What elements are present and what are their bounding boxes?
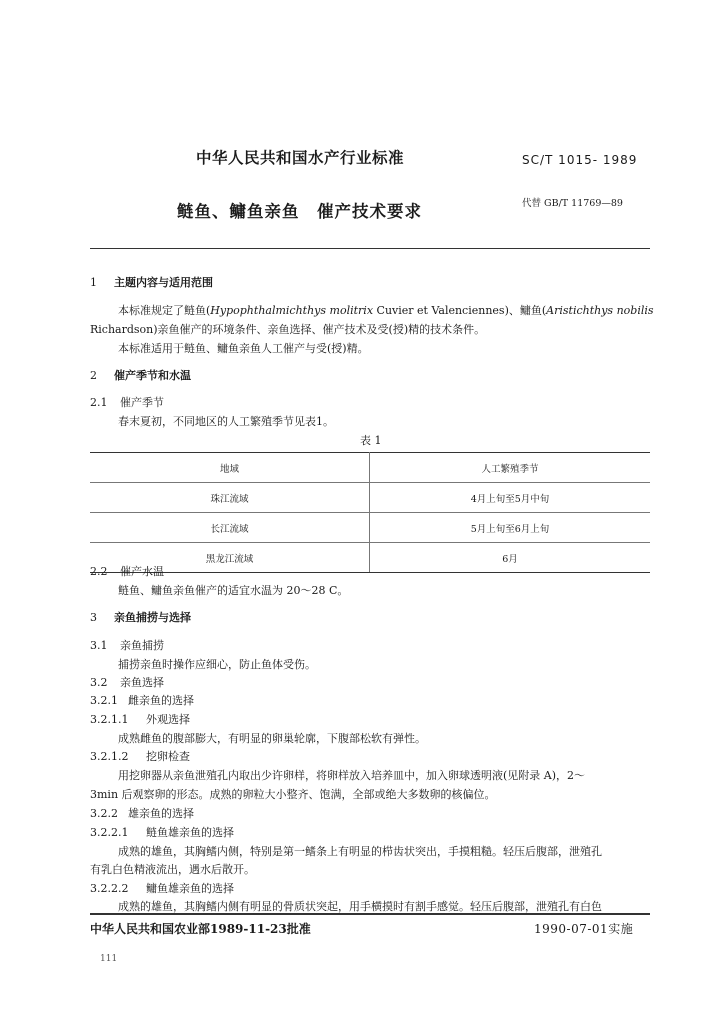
standard-code: SC/T 1015- 1989 — [522, 153, 638, 167]
section-3-heading — [90, 609, 191, 625]
breeding-season-table — [90, 452, 650, 573]
latin-name-silver-carp: Hypophthalmichthys molitrix — [210, 304, 374, 317]
subsection-3-2-2-1-line-2: 有乳白色精液流出，遇水后散开。 — [90, 863, 255, 876]
subsection-number: 3.2.1 — [90, 694, 118, 707]
subsection-title: 鳙鱼雄亲鱼的选择 — [146, 882, 234, 895]
subsection-3-2-heading — [90, 674, 164, 690]
table-header-cell: 地域 — [90, 453, 370, 483]
subsection-title: 亲鱼捕捞 — [120, 639, 164, 652]
subsection-title: 外观选择 — [146, 713, 190, 726]
table-row — [90, 483, 650, 513]
approval-line: 中华人民共和国农业部1989-11-23批准 — [90, 922, 311, 936]
subsection-2-2-heading — [90, 563, 164, 579]
footer-rule — [90, 913, 650, 915]
standard-org-title: 中华人民共和国水产行业标准 — [196, 148, 405, 167]
section-title: 主题内容与适用范围 — [114, 276, 213, 289]
table-header-row — [90, 453, 650, 483]
header-rule — [90, 248, 650, 249]
table-cell-season: 6月 — [370, 543, 651, 573]
table-caption: 表 1 — [360, 434, 382, 447]
text-run: Cuvier et Valenciennes)、鳙鱼( — [373, 304, 547, 317]
subsection-title: 催产季节 — [120, 396, 164, 409]
subsection-3-2-2-1-line-1: 成熟的雄鱼，其胸鳍内侧，特别是第一鳍条上有明显的栉齿状突出，手摸粗糙。轻压后腹部，泄殖孔 — [118, 845, 602, 858]
subsection-3-2-2-heading — [90, 805, 194, 821]
subsection-title: 挖卵检查 — [146, 750, 190, 763]
table-row — [90, 513, 650, 543]
section-number: 2 — [90, 369, 97, 382]
sec1-paragraph-1-line-2: Richardson)亲鱼催产的环境条件、亲鱼选择、催产技术及受(授)精的技术条件。 — [90, 323, 486, 336]
section-1-heading — [90, 274, 213, 290]
subsection-title: 催产水温 — [120, 565, 164, 578]
subsection-3-2-2-2-heading — [90, 880, 234, 896]
section-title: 催产季节和水温 — [114, 369, 191, 382]
subsection-3-2-1-2-line-2: 3min 后观察卵的形态。成熟的卵粒大小整齐、饱满，全部或绝大多数卵的核偏位。 — [90, 788, 496, 801]
sec1-paragraph-1-line-1 — [118, 302, 654, 318]
subsection-number: 3.2 — [90, 676, 108, 689]
subsection-2-1-heading — [90, 394, 164, 410]
subsection-2-2-text: 鲢鱼、鳙鱼亲鱼催产的适宜水温为 20～28 C。 — [118, 584, 349, 597]
subsection-title: 鲢鱼雄亲鱼的选择 — [146, 826, 234, 839]
subsection-number: 3.2.2 — [90, 807, 118, 820]
subsection-number: 3.2.2.1 — [90, 826, 129, 839]
subsection-number: 3.2.2.2 — [90, 882, 129, 895]
subsection-number: 3.2.1.1 — [90, 713, 129, 726]
table-header-cell: 人工繁殖季节 — [370, 453, 651, 483]
sec1-paragraph-2: 本标准适用于鲢鱼、鳙鱼亲鱼人工催产与受(授)精。 — [118, 342, 369, 355]
subsection-3-1-text: 捕捞亲鱼时操作应细心，防止鱼体受伤。 — [118, 658, 316, 671]
subsection-2-1-text: 春末夏初，不同地区的人工繁殖季节见表1。 — [118, 415, 334, 428]
subsection-number: 3.2.1.2 — [90, 750, 129, 763]
text-run: 本标准规定了鲢鱼( — [118, 304, 211, 317]
subsection-3-2-1-1-heading — [90, 711, 190, 727]
table-cell-season: 4月上旬至5月中旬 — [370, 483, 651, 513]
table-cell-region: 长江流域 — [90, 513, 370, 543]
subsection-number: 2.2 — [90, 565, 108, 578]
subsection-3-2-1-2-heading — [90, 748, 190, 764]
subsection-3-2-2-1-heading — [90, 824, 234, 840]
subsection-title: 雌亲鱼的选择 — [128, 694, 194, 707]
subsection-title: 亲鱼选择 — [120, 676, 164, 689]
section-title: 亲鱼捕捞与选择 — [114, 611, 191, 624]
section-2-heading — [90, 367, 191, 383]
document-title: 鲢鱼、鳙鱼亲鱼 催产技术要求 — [177, 202, 422, 221]
table-cell-season: 5月上旬至6月上旬 — [370, 513, 651, 543]
subsection-3-1-heading — [90, 637, 164, 653]
subsection-number: 2.1 — [90, 396, 108, 409]
replaces-note: 代替 GB/T 11769—89 — [522, 198, 623, 209]
table-row — [90, 543, 650, 573]
subsection-title: 雄亲鱼的选择 — [128, 807, 194, 820]
latin-name-bighead-carp: Aristichthys nobilis — [546, 304, 654, 317]
page-number: 111 — [100, 954, 118, 964]
table-cell-region: 黑龙江流域 — [90, 543, 370, 573]
subsection-3-2-1-1-text: 成熟雌鱼的腹部膨大，有明显的卵巢轮廓，下腹部松软有弹性。 — [118, 732, 426, 745]
subsection-3-2-2-2-line-1: 成熟的雄鱼，其胸鳍内侧有明显的骨质状突起，用手横摸时有割手感觉。轻压后腹部，泄殖孔有白色 — [118, 900, 602, 913]
subsection-3-2-1-heading — [90, 692, 194, 708]
subsection-number: 3.1 — [90, 639, 108, 652]
section-number: 1 — [90, 276, 97, 289]
effective-date: 1990-07-01实施 — [534, 922, 634, 936]
subsection-3-2-1-2-line-1: 用挖卵器从亲鱼泄殖孔内取出少许卵样，将卵样放入培养皿中，加入卵球透明液(见附录 A)，2～ — [118, 769, 586, 782]
section-number: 3 — [90, 611, 97, 624]
table-cell-region: 珠江流域 — [90, 483, 370, 513]
